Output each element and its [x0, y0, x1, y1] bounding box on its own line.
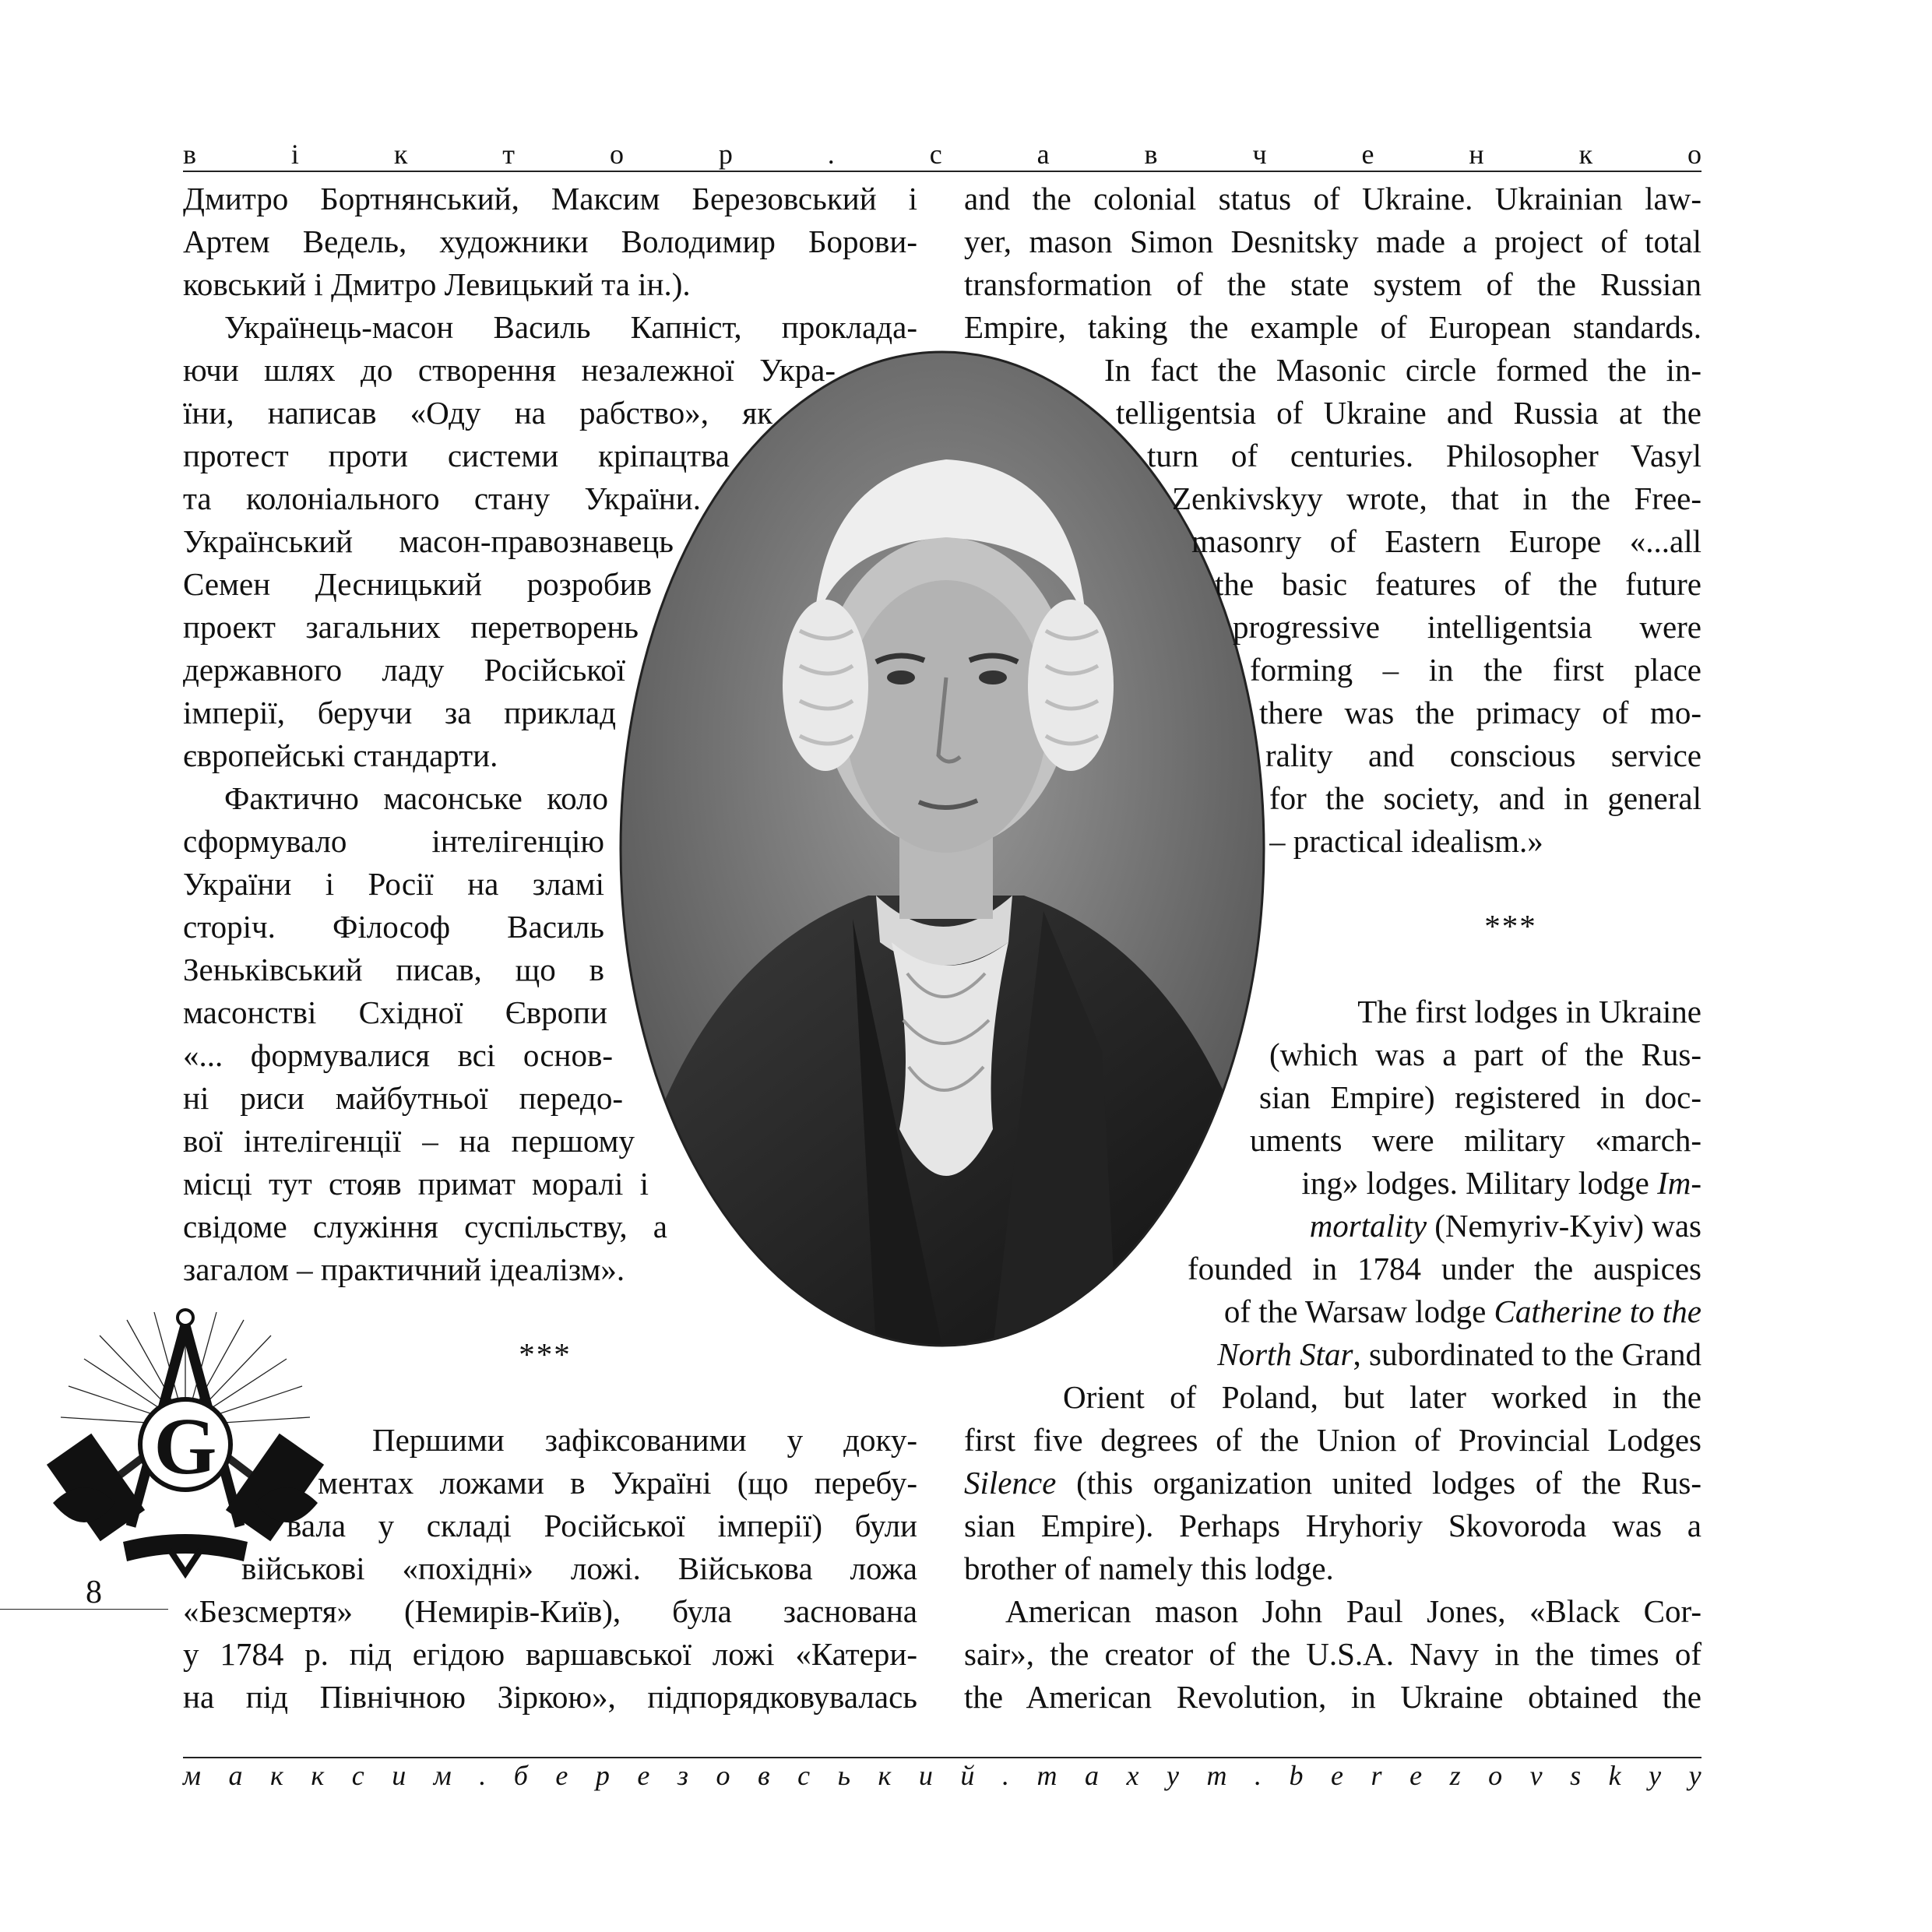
text-line: їни, написав «Оду на рабство», як	[183, 395, 772, 431]
page-number: 8	[86, 1575, 102, 1610]
footer-letter: v	[1529, 1760, 1543, 1791]
footer-letter: к	[878, 1760, 892, 1791]
header-letter: і	[290, 139, 299, 170]
footer-letter: m	[1206, 1760, 1227, 1791]
text-line: вала у складі Російської імперії) були	[287, 1508, 917, 1543]
header-letter: к	[1578, 139, 1593, 170]
footer-letter: к	[270, 1760, 283, 1791]
text-line: ючи шлях до створення незалежної Укра-	[183, 352, 836, 388]
text-line: founded in 1784 under the auspices	[1188, 1251, 1701, 1286]
header-letter: о	[609, 139, 624, 170]
header-letter: в	[1144, 139, 1158, 170]
italic-run: North Star	[1217, 1336, 1353, 1372]
text-line: та колоніального стану України.	[183, 480, 701, 516]
text-line: імперії, беручи за приклад	[183, 695, 616, 730]
text-line: In fact the Masonic circle formed the in-	[1104, 352, 1701, 388]
footer-letter: a	[1084, 1760, 1099, 1791]
text-line: brother of namely this lodge.	[964, 1550, 1334, 1586]
text-line: проект загальних перетворень	[183, 609, 639, 645]
text-line: сторіч. Філософ Василь	[183, 909, 604, 945]
text-line: ні риси майбутньої передо-	[183, 1080, 623, 1116]
header-letter: н	[1469, 139, 1484, 170]
footer-letter: з	[677, 1760, 688, 1791]
text-line	[964, 1462, 1701, 1504]
text-line: transformation of the state system of the Russian	[964, 266, 1701, 302]
text-line: progressive intelligentsia were	[1233, 609, 1701, 645]
text-line: Українець-масон Василь Капніст, проклада-	[224, 309, 917, 345]
text-line: sair», the creator of the U.S.A. Navy in the times of	[964, 1636, 1701, 1672]
header-letter: о	[1687, 139, 1701, 170]
running-header	[183, 139, 1701, 170]
header-letter: к	[393, 139, 408, 170]
text-line: протест проти системи кріпацтва	[183, 438, 730, 473]
footer-letter: o	[1488, 1760, 1503, 1791]
footer-letter: е	[555, 1760, 568, 1791]
footer-letter: м	[433, 1760, 452, 1791]
footer-letter: y	[1649, 1760, 1662, 1791]
text-line: there was the primacy of mo-	[1259, 695, 1701, 730]
text-line: for the society, and in general	[1269, 780, 1701, 816]
text-line: the American Revolution, in Ukraine obtained the	[964, 1679, 1701, 1715]
text-line: масонстві Східної Європи	[183, 994, 607, 1030]
header-letter: р	[718, 139, 733, 170]
footer-letter: с	[351, 1760, 364, 1791]
footer-letter: e	[1409, 1760, 1423, 1791]
text-line: місці тут стояв примат моралі і	[183, 1166, 649, 1202]
text-run: , subordinated to the Grand	[1353, 1336, 1701, 1372]
footer-letter: м	[183, 1760, 201, 1791]
text-run: of the Warsaw lodge	[1223, 1293, 1494, 1329]
footer-letter: р	[595, 1760, 610, 1791]
text-line: telligentsia of Ukraine and Russia at the	[1116, 395, 1701, 431]
footer-letter: m	[1036, 1760, 1057, 1791]
footer-letter: о	[716, 1760, 730, 1791]
section-separator: ***	[519, 1336, 572, 1372]
text-run: ing» lodges. Military lodge	[1301, 1165, 1658, 1201]
footer-letter: с	[797, 1760, 811, 1791]
footer-letter: й	[960, 1760, 975, 1791]
text-line: державного ладу Російської	[183, 652, 625, 688]
header-letter: т	[502, 139, 516, 170]
text-line: The first lodges in Ukraine	[1357, 994, 1701, 1029]
footer-letter: и	[392, 1760, 406, 1791]
text-line: вої інтелігенції – на першому	[183, 1123, 635, 1159]
text-line: Zenkivskyy wrote, that in the Free-	[1172, 480, 1701, 516]
text-line: ковський і Дмитро Левицький та ін.).	[183, 266, 691, 302]
text-line	[964, 1205, 1701, 1248]
text-line: Empire, taking the example of European standards.	[964, 309, 1701, 345]
footer-letter: x	[1126, 1760, 1139, 1791]
running-footer	[183, 1758, 1701, 1793]
footer-letter: а	[228, 1760, 243, 1791]
text-line: Артем Ведель, художники Володимир Борови-	[183, 223, 917, 259]
text-line: «... формувалися всі основ-	[183, 1037, 613, 1073]
left-column-bottom	[183, 1419, 923, 1719]
right-column	[964, 178, 1701, 863]
text-line: and the colonial status of Ukraine. Ukrainian law-	[964, 181, 1701, 216]
text-line: Orient of Poland, but later worked in the	[1063, 1379, 1701, 1415]
italic-run: mortality	[1309, 1208, 1427, 1244]
text-line	[964, 1290, 1701, 1333]
footer-letter: e	[1331, 1760, 1344, 1791]
text-line: Український масон-правознавець	[183, 523, 674, 559]
emblem-letter-g: G	[153, 1402, 217, 1491]
right-column-bottom	[964, 991, 1701, 1719]
footer-letter: е	[637, 1760, 650, 1791]
text-line: військові «похідні» ложі. Військова ложа	[241, 1550, 917, 1586]
text-line: України і Росії на зламі	[183, 866, 604, 902]
text-line: у 1784 р. під егідою варшавської ложі «Катери-	[183, 1636, 917, 1672]
italic-run: Silence	[964, 1465, 1057, 1501]
header-letter: ч	[1252, 139, 1267, 170]
footer-letter: б	[513, 1760, 528, 1791]
footer-letter: .	[1001, 1760, 1009, 1791]
text-line: forming – in the first place	[1250, 652, 1701, 688]
text-line: Семен Десницький розробив	[183, 566, 652, 602]
text-line: sian Empire) registered in doc-	[1259, 1079, 1701, 1115]
footer-letter: y	[1688, 1760, 1701, 1791]
text-line: rality and conscious service	[1265, 737, 1701, 773]
footer-letter: k	[1608, 1760, 1621, 1791]
footer-letter: и	[918, 1760, 933, 1791]
text-line: turn of centuries. Philosopher Vasyl	[1147, 438, 1701, 473]
text-line: the basic features of the future	[1215, 566, 1701, 602]
text-line: Зеньківський писав, що в	[183, 952, 604, 987]
header-letter: с	[929, 139, 942, 170]
footer-letter: y	[1166, 1760, 1179, 1791]
header-letter: .	[827, 139, 835, 170]
footer-letter: к	[311, 1760, 325, 1791]
text-line: ментах ложами в Україні (що перебу-	[318, 1465, 917, 1501]
footer-letter: ь	[837, 1760, 851, 1791]
footer-letter: z	[1449, 1760, 1461, 1791]
text-line: – practical idealism.»	[1269, 823, 1543, 859]
text-line: American mason John Paul Jones, «Black Cor-	[1005, 1593, 1701, 1629]
page-number-rule	[0, 1609, 168, 1610]
header-letter: в	[183, 139, 196, 170]
text-run: (this organization united lodges of the Rus-	[1056, 1465, 1701, 1501]
text-line: first five degrees of the Union of Provincial Lodges	[964, 1422, 1701, 1458]
text-line: uments were military «march-	[1250, 1122, 1701, 1158]
text-line	[964, 1162, 1701, 1205]
header-letter: а	[1036, 139, 1050, 170]
header-letter: е	[1361, 139, 1374, 170]
text-line: сформувало інтелігенцію	[183, 823, 604, 859]
text-line: Дмитро Бортнянський, Максим Березовський і	[183, 181, 917, 216]
footer-letter: s	[1570, 1760, 1582, 1791]
italic-run: Im-	[1657, 1165, 1701, 1201]
italic-run: Catherine to the	[1494, 1293, 1701, 1329]
footer-letter: r	[1371, 1760, 1382, 1791]
text-line: yer, mason Simon Desnitsky made a project of total	[964, 223, 1701, 259]
text-line: Фактично масонське коло	[224, 780, 608, 816]
text-line: на під Північною Зіркою», підпорядковувалась	[183, 1679, 917, 1715]
footer-letter: b	[1289, 1760, 1304, 1791]
text-line: sian Empire). Perhaps Hryhoriy Skovoroda was a	[964, 1508, 1701, 1543]
text-line: (which was a part of the Rus-	[1269, 1036, 1701, 1072]
text-run: (Nemyriv-Kyiv) was	[1427, 1208, 1701, 1244]
text-line: свідоме служіння суспільству, а	[183, 1209, 667, 1244]
footer-letter: в	[757, 1760, 770, 1791]
text-line	[964, 1333, 1701, 1376]
header-rule	[183, 171, 1701, 172]
text-line: європейські стандарти.	[183, 737, 498, 773]
text-line: Першими зафіксованими у доку-	[372, 1422, 917, 1458]
section-separator: ***	[1484, 908, 1537, 944]
left-column	[183, 178, 923, 1291]
footer-letter: .	[1255, 1760, 1262, 1791]
footer-letter: .	[479, 1760, 487, 1791]
text-line: masonry of Eastern Europe «...all	[1191, 523, 1701, 559]
text-line: загалом – практичний ідеалізм».	[183, 1251, 625, 1287]
text-line: «Безсмертя» (Немирів-Київ), була заснована	[183, 1593, 917, 1629]
